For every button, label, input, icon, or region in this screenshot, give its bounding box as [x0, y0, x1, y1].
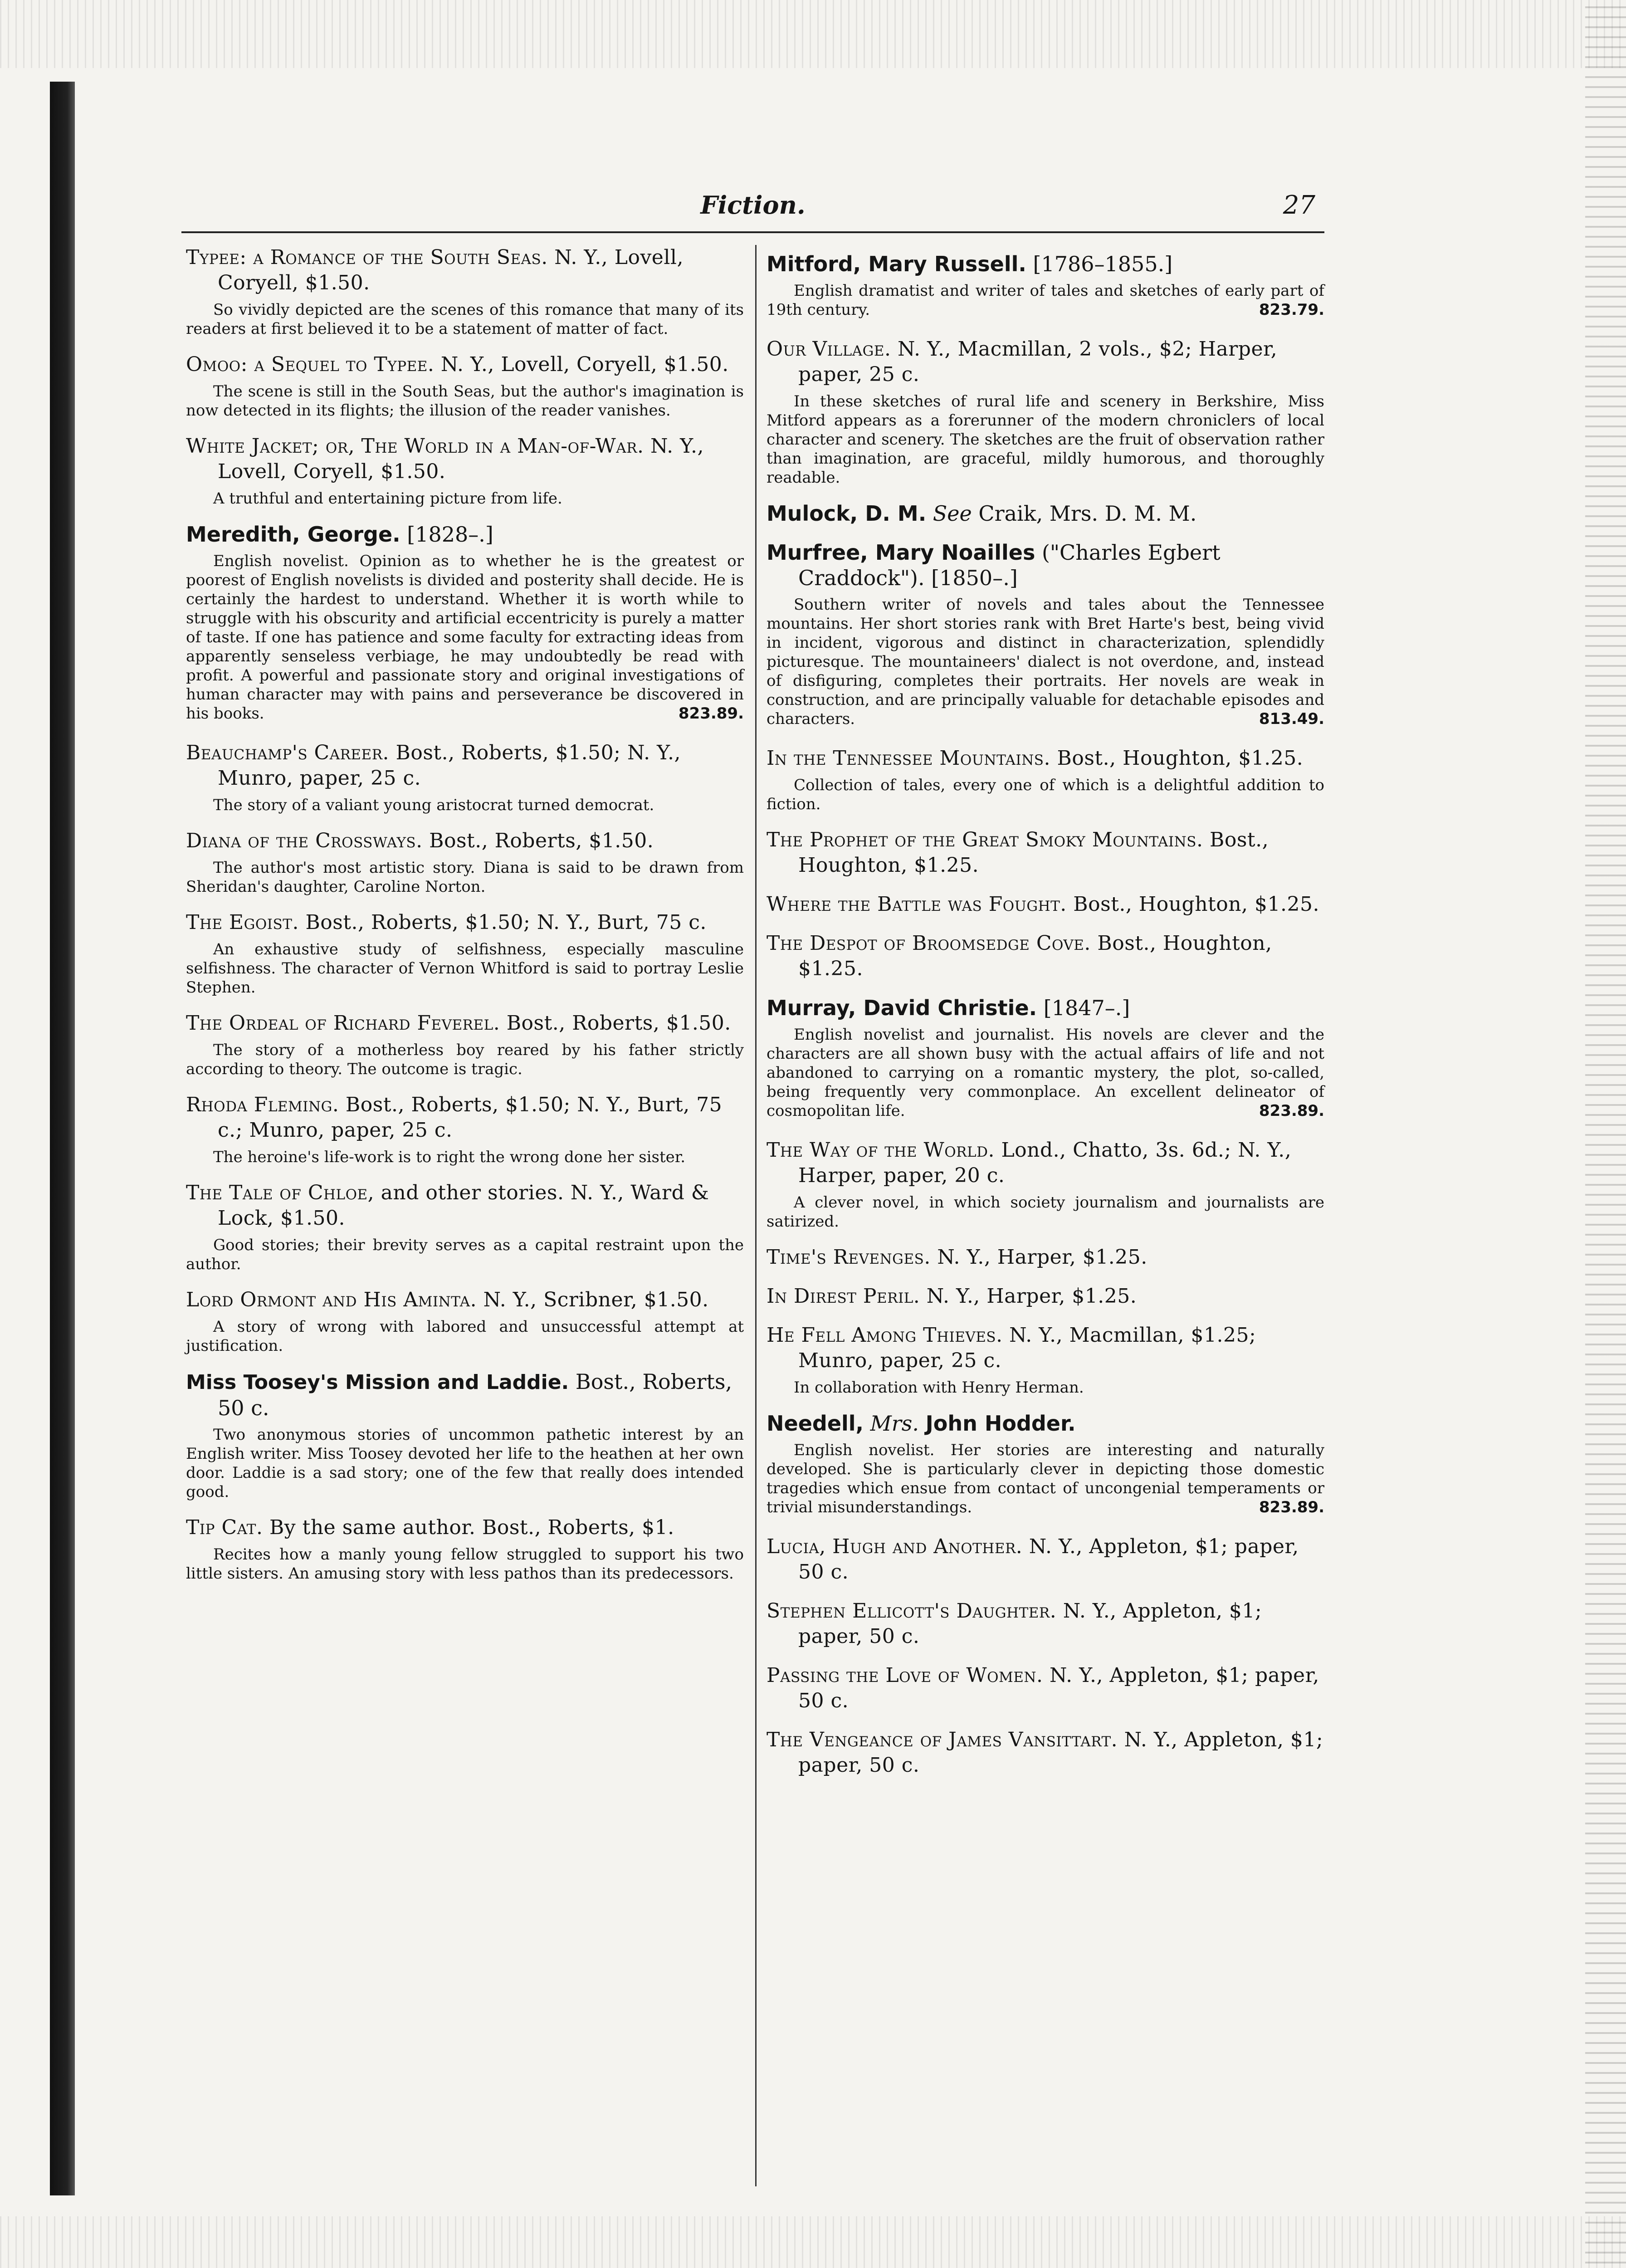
annotation: The scene is still in the South Seas, but the author's imagination is now detected in its flights; the illusion of the reader vanishes.	[186, 382, 744, 420]
annotation: A clever novel, in which society journalism and journalists are satirized.	[767, 1193, 1324, 1231]
annotation: The heroine's life-work is to right the wrong done her sister.	[213, 1148, 686, 1166]
book-entry: The Egoist. Bost., Roberts, $1.50; N. Y., Burt, 75 c.	[186, 911, 707, 934]
classification-code: 823.89.	[1259, 1102, 1324, 1120]
entry-ellicott	[767, 1598, 1324, 1649]
entry-battle	[767, 892, 1324, 917]
annotation: Recites how a manly young fellow struggled to support his two little sisters. An amusing story with less pathos than its predecessors.	[186, 1545, 744, 1583]
annotation: A story of wrong with labored and unsuccessful attempt at justification.	[186, 1318, 744, 1355]
book-entry: The Vengeance of James Vansittart. N. Y., Appleton, $1; paper, 50 c.	[767, 1728, 1323, 1777]
author-heading: Mitford, Mary Russell. [1786–1855.]	[767, 252, 1173, 276]
entry-prophet	[767, 827, 1324, 878]
author-bio: English novelist. Opinion as to whether he is the greatest or poorest of English novelists is divided and posterity shall decide. He is certainly the hardest to understand. Whether it is worth while to struggle with his obscurity and artificial eccentricity is purely a matter of taste. If one has patience and some faculty for extracting ideas from apparently senseless verbiage, he may undoubtedly be read with profit. A powerful and passionate story and original investigations of human character may with pains and perseverance be discovered in his books. 823.89.	[186, 552, 744, 723]
entry-revenges	[767, 1245, 1324, 1270]
entry-way-of-world	[767, 1138, 1324, 1231]
author-murray	[767, 995, 1324, 1124]
entry-ormont	[186, 1287, 744, 1355]
entry-feverel	[186, 1011, 744, 1079]
annotation: Good stories; their brevity serves as a capital restraint upon the author.	[186, 1236, 744, 1273]
classification-code: 823.89.	[678, 704, 744, 723]
author-heading: Needell, Mrs. John Hodder.	[767, 1411, 1076, 1436]
left-column	[186, 245, 744, 1597]
entry-white-jacket	[186, 434, 744, 508]
entry-our-village	[767, 337, 1324, 487]
author-bio: Southern writer of novels and tales about the Tennessee mountains. Her short stories rank with Bret Harte's best, being vivid in incident, vigorous and distinct in characterization, splendidly picturesque. The mountaineers' dialect is not overdone, and, instead of disfiguring, completes their portraits. Her novels are weak in construction, and are principally valuable for detachable episodes and characters. 813.49.	[767, 596, 1324, 728]
annotation: A truthful and entertaining picture from life.	[213, 489, 562, 508]
annotation: Collection of tales, every one of which is a delightful addition to fiction.	[767, 776, 1324, 813]
book-entry: Beauchamp's Career. Bost., Roberts, $1.50; N. Y., Munro, paper, 25 c.	[186, 741, 681, 790]
book-entry: Time's Revenges. N. Y., Harper, $1.25.	[767, 1246, 1147, 1269]
scan-noise-bottom	[0, 2216, 1626, 2268]
book-spine-shadow	[50, 82, 75, 2195]
book-entry: Where the Battle was Fought. Bost., Houghton, $1.25.	[767, 893, 1319, 916]
annotation: In these sketches of rural life and scenery in Berkshire, Miss Mitford appears as a forerunner of the modern chroniclers of local character and scenery. The sketches are the fruit of observation rather than imagination, are graceful, mildly humorous, and thoroughly readable.	[767, 392, 1324, 487]
entry-tennessee	[767, 746, 1324, 814]
book-entry: Lucia, Hugh and Another. N. Y., Appleton, $1; paper, 50 c.	[767, 1535, 1299, 1584]
book-entry: White Jacket; or, The World in a Man-of-War. N. Y., Lovell, Coryell, $1.50.	[186, 435, 704, 483]
entry-vansittart	[767, 1727, 1324, 1778]
author-meredith	[186, 522, 744, 727]
column-divider	[755, 245, 757, 2186]
book-entry: Stephen Ellicott's Daughter. N. Y., Appleton, $1; paper, 50 c.	[767, 1599, 1262, 1648]
entry-chloe	[186, 1180, 744, 1274]
book-entry: The Tale of Chloe, and other stories. N. Y., Ward & Lock, $1.50.	[186, 1181, 709, 1230]
author-bio: English novelist. Her stories are interesting and naturally developed. She is particularly clever in depicting those domestic tragedies which ensue from contact of uncongenial temperaments or trivial misunderstandings. 823.89.	[767, 1441, 1324, 1516]
book-entry: Omoo: a Sequel to Typee. N. Y., Lovell, Coryell, $1.50.	[186, 353, 729, 376]
right-column	[767, 245, 1324, 1792]
classification-code: 823.79.	[1259, 301, 1324, 319]
book-entry: Our Village. N. Y., Macmillan, 2 vols., $2; Harper, paper, 25 c.	[767, 337, 1278, 386]
book-entry: Typee: a Romance of the South Seas. N. Y., Lovell, Coryell, $1.50.	[186, 246, 684, 294]
book-heading: Miss Toosey's Mission and Laddie. Bost., Roberts, 50 c.	[186, 1369, 732, 1420]
book-entry: The Ordeal of Richard Feverel. Bost., Roberts, $1.50.	[186, 1012, 731, 1035]
annotation: The author's most artistic story. Diana is said to be drawn from Sheridan's daughter, Caroline Norton.	[186, 859, 744, 896]
header-rule	[181, 231, 1324, 233]
book-entry: In the Tennessee Mountains. Bost., Houghton, $1.25.	[767, 747, 1304, 770]
author-heading: Meredith, George. [1828–.]	[186, 522, 493, 547]
entry-peril	[767, 1284, 1324, 1309]
page-edge-shadow	[1585, 0, 1626, 2268]
author-bio: English novelist and journalist. His novels are clever and the characters are all shown busy with the actual affairs of life and not abandoned to carrying on a romantic mystery, the plot, so-called, being frequently very commonplace. An excellent delineator of cosmopolitan life. 823.89.	[767, 1026, 1324, 1120]
book-entry: Passing the Love of Women. N. Y., Appleton, $1; paper, 50 c.	[767, 1664, 1319, 1712]
entry-beauchamp	[186, 740, 744, 815]
entry-passing	[767, 1663, 1324, 1714]
book-entry: Diana of the Crossways. Bost., Roberts, $1.50.	[186, 829, 654, 852]
book-entry: In Direst Peril. N. Y., Harper, $1.25.	[767, 1285, 1137, 1308]
annotation: An exhaustive study of selfishness, especially masculine selfishness. The character of Vernon Whitford is said to portray Leslie Stephen.	[186, 940, 744, 997]
annotation: Two anonymous stories of uncommon pathetic interest by an English writer. Miss Toosey devoted her life to the heathen at her own door. Laddie is a sad story; one of the few that really does intended good.	[186, 1426, 744, 1501]
running-title: Fiction.	[700, 191, 806, 220]
entry-diana	[186, 828, 744, 896]
author-murfree	[767, 540, 1324, 732]
author-needell	[767, 1411, 1324, 1520]
book-entry: He Fell Among Thieves. N. Y., Macmillan, $1.25; Munro, paper, 25 c.	[767, 1324, 1256, 1372]
book-entry: The Prophet of the Great Smoky Mountains. Bost., Houghton, $1.25.	[767, 828, 1269, 877]
book-entry: Rhoda Fleming. Bost., Roberts, $1.50; N. Y., Burt, 75 c.; Munro, paper, 25 c.	[186, 1093, 723, 1142]
classification-code: 823.89.	[1259, 1498, 1324, 1516]
entry-despot	[767, 931, 1324, 982]
page-number: 27	[1283, 191, 1315, 220]
annotation: The story of a motherless boy reared by his father strictly according to theory. The outcome is tragic.	[186, 1041, 744, 1078]
annotation: The story of a valiant young aristocrat turned democrat.	[213, 796, 654, 814]
author-heading: Mulock, D. M. See Craik, Mrs. D. M. M.	[767, 501, 1197, 526]
entry-rhoda	[186, 1092, 744, 1167]
book-entry: The Despot of Broomsedge Cove. Bost., Houghton, $1.25.	[767, 932, 1272, 980]
author-heading: Murray, David Christie. [1847–.]	[767, 996, 1130, 1020]
scan-noise-top	[0, 0, 1626, 68]
page-header	[181, 191, 1324, 227]
author-heading: Murfree, Mary Noailles ("Charles Egbert Craddock"). [1850–.]	[767, 540, 1221, 590]
entry-toosey	[186, 1369, 744, 1501]
book-entry: Lord Ormont and His Aminta. N. Y., Scribner, $1.50.	[186, 1288, 709, 1311]
annotation: In collaboration with Henry Herman.	[794, 1378, 1084, 1397]
entry-typee	[186, 245, 744, 338]
book-entry: The Way of the World. Lond., Chatto, 3s. 6d.; N. Y., Harper, paper, 20 c.	[767, 1139, 1292, 1187]
annotation: So vividly depicted are the scenes of this romance that many of its readers at first believed it to be a statement of matter of fact.	[186, 301, 744, 338]
entry-egoist	[186, 910, 744, 997]
entry-lucia	[767, 1534, 1324, 1585]
entry-omoo	[186, 352, 744, 420]
book-entry: Tip Cat. By the same author. Bost., Roberts, $1.	[186, 1516, 674, 1539]
entry-tipcat	[186, 1515, 744, 1583]
classification-code: 813.49.	[1259, 710, 1324, 728]
author-bio: English dramatist and writer of tales and sketches of early part of 19th century. 823.79.	[767, 282, 1324, 319]
author-mitford	[767, 251, 1324, 323]
author-mulock	[767, 501, 1324, 526]
entry-thieves	[767, 1323, 1324, 1397]
